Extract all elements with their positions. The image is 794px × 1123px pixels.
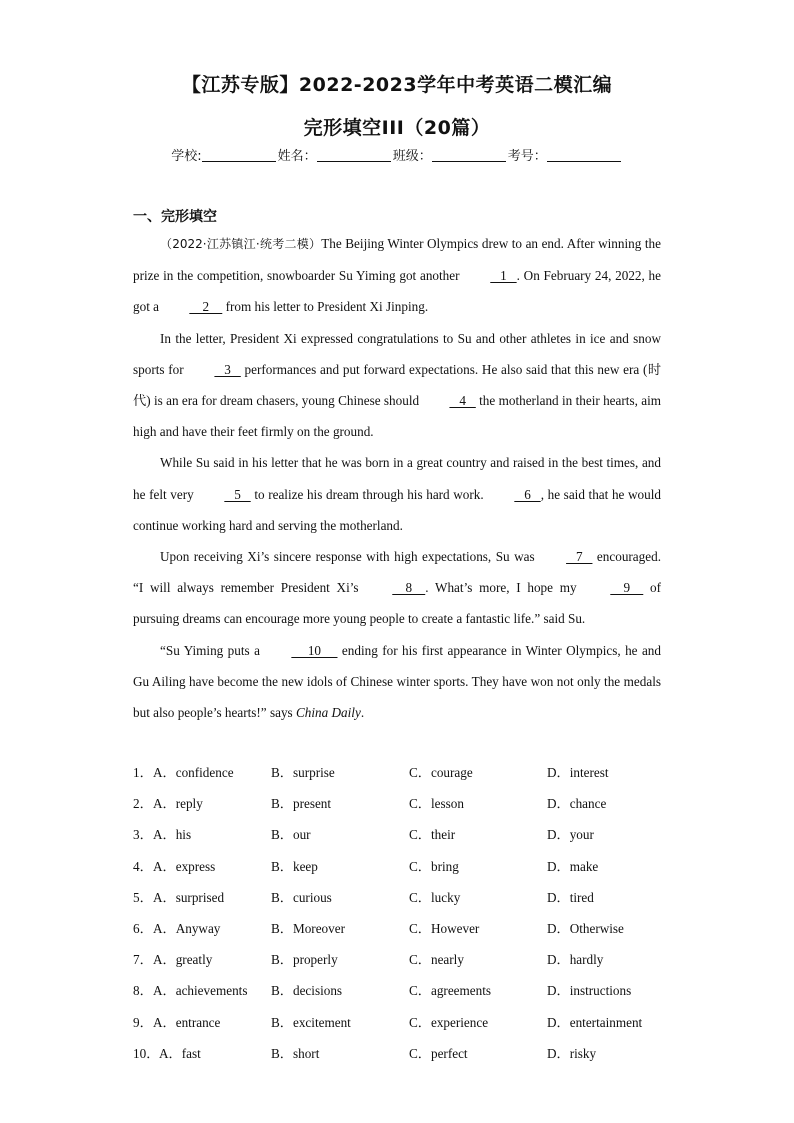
option-d[interactable]: D．tired [547, 889, 594, 905]
document-subtitle: 完形填空III（20篇） [303, 117, 491, 139]
option-b[interactable]: B．Moreover [271, 920, 345, 936]
option-d[interactable]: D．entertainment [547, 1014, 643, 1030]
document-title: 【江苏专版】2022-2023学年中考英语二模汇编 [181, 74, 613, 96]
passage-text: While Su said in his letter that he was born in a great country and raised in the best times, and he felt very [133, 455, 661, 502]
passage-paragraph [133, 323, 661, 448]
italic-source: China Daily [295, 705, 361, 721]
option-d[interactable]: D．instructions [547, 983, 632, 999]
blank-gap: 6 [514, 486, 541, 502]
blank-gap: 5 [224, 486, 251, 502]
option-c[interactable]: C．nearly [409, 952, 464, 968]
option-a[interactable]: A．surprised [153, 889, 225, 905]
question-row [133, 1038, 693, 1069]
question-number: 2． [133, 796, 153, 812]
question-row [133, 913, 693, 944]
option-a[interactable]: A．reply [153, 796, 203, 812]
question-row [133, 882, 693, 913]
blank-gap: 10 [291, 642, 338, 658]
option-a[interactable]: A．fast [159, 1045, 201, 1061]
name-blank [317, 147, 391, 162]
option-b[interactable]: B．curious [271, 889, 332, 905]
question-options [133, 757, 693, 1069]
section-heading: 一、完形填空 [133, 209, 217, 225]
option-b[interactable]: B．properly [271, 952, 338, 968]
option-c[interactable]: C．experience [409, 1014, 489, 1030]
option-c[interactable]: C．lucky [409, 889, 461, 905]
question-number: 9． [133, 1014, 153, 1030]
blank-gap: 2 [189, 299, 223, 315]
option-c[interactable]: C．their [409, 827, 456, 843]
passage-text: . What’s more, I hope my [425, 580, 584, 596]
question-row [133, 788, 693, 819]
option-d[interactable]: D．hardly [547, 952, 604, 968]
passage-text: . [360, 705, 365, 721]
passage-text: The Beijing Winter Olympics drew to an end. After winning the prize in the competition, snowboarder Su Yiming got another [133, 236, 661, 284]
passage-text: ending for his first appearance in Winter Olympics, he and Gu Ailing have become the new idols of Chinese winter sports. They have won not only the medals but also people’s hearts!” says [133, 642, 661, 721]
option-b[interactable]: B．excitement [271, 1014, 351, 1030]
blank-gap: 3 [214, 361, 241, 377]
option-d[interactable]: D．make [547, 858, 599, 874]
passage-text: Upon receiving Xi’s sincere response with high expectations, Su was [160, 549, 540, 565]
passage-text: , he said that he would continue working hard and serving the motherland. [133, 486, 661, 533]
passage-text: encouraged. “I will always remember President Xi’s [133, 549, 661, 596]
option-d[interactable]: D．risky [547, 1045, 597, 1061]
option-d[interactable]: D．your [547, 827, 594, 843]
option-c[interactable]: C．bring [409, 858, 459, 874]
school-label: 学校: [171, 149, 202, 164]
option-d[interactable]: D．interest [547, 765, 609, 780]
question-number: 3． [133, 827, 153, 843]
question-row [133, 851, 693, 882]
blank-gap: 7 [566, 549, 593, 565]
passage-text: . On February 24, 2022, he got a [133, 268, 662, 315]
option-a[interactable]: A．greatly [153, 952, 213, 968]
class-label: 班级： [392, 149, 432, 164]
option-a[interactable]: A．entrance [153, 1014, 221, 1030]
class-blank [432, 147, 506, 162]
passage-text: from his letter to President Xi Jinping. [222, 299, 429, 315]
option-c[interactable]: C．agreements [409, 983, 492, 999]
question-row [133, 944, 693, 975]
option-c[interactable]: C．However [409, 920, 480, 936]
question-row [133, 819, 693, 850]
option-d[interactable]: D．Otherwise [547, 920, 624, 936]
option-b[interactable]: B．decisions [271, 983, 343, 999]
blank-gap: 9 [610, 580, 644, 596]
question-row [133, 757, 693, 788]
blank-gap: 4 [449, 393, 476, 409]
option-d[interactable]: D．chance [547, 796, 607, 812]
exam-number-label: 考号： [507, 149, 547, 164]
option-b[interactable]: B．short [271, 1045, 320, 1061]
option-a[interactable]: A．express [153, 858, 216, 874]
passage-text: In the letter, President Xi expressed congratulations to Su and other athletes in ice and snow sports for [133, 330, 661, 377]
passage-paragraph [133, 228, 661, 323]
option-a[interactable]: A．achievements [153, 983, 248, 999]
question-row [133, 1007, 693, 1038]
school-blank [202, 147, 276, 162]
question-number: 8． [133, 983, 153, 999]
passage-text: the motherland in their hearts, aim high and have their feet firmly on the ground. [133, 393, 661, 440]
option-a[interactable]: A．confidence [153, 765, 234, 780]
option-b[interactable]: B．keep [271, 858, 318, 874]
passage-text: performances and put forward expectations. He also said that this new era (时代) is an era for dream chasers, young Chinese should [133, 361, 662, 409]
option-c[interactable]: C．courage [409, 765, 473, 780]
blank-gap: 1 [490, 268, 517, 284]
option-a[interactable]: A．Anyway [153, 920, 221, 936]
question-number: 6． [133, 920, 153, 936]
option-c[interactable]: C．lesson [409, 796, 464, 812]
option-b[interactable]: B．our [271, 827, 311, 843]
passage-text: “Su Yiming puts a [160, 642, 265, 658]
blank-gap: 8 [392, 580, 426, 596]
passage-source: （2022·江苏镇江·统考二模） [160, 237, 322, 251]
passage-text: of pursuing dreams can encourage more young people to create a fantastic life.” said Su. [133, 580, 661, 627]
question-number: 10． [133, 1045, 160, 1061]
option-c[interactable]: C．perfect [409, 1045, 468, 1061]
option-b[interactable]: B．surprise [271, 765, 335, 780]
question-number: 5． [133, 889, 153, 905]
exam-number-blank [547, 147, 621, 162]
passage-paragraph [133, 447, 661, 541]
option-b[interactable]: B．present [271, 796, 332, 812]
passage-text: to realize his dream through his hard work. [250, 486, 488, 502]
cloze-passage [133, 228, 661, 728]
option-a[interactable]: A．his [153, 827, 192, 843]
question-number: 7． [133, 952, 153, 968]
name-label: 姓名： [277, 149, 317, 164]
passage-paragraph [133, 635, 661, 729]
question-number: 4． [133, 858, 153, 874]
question-row [133, 975, 693, 1006]
student-info-line [0, 145, 794, 164]
question-number: 1． [133, 765, 153, 780]
passage-paragraph [133, 541, 661, 635]
